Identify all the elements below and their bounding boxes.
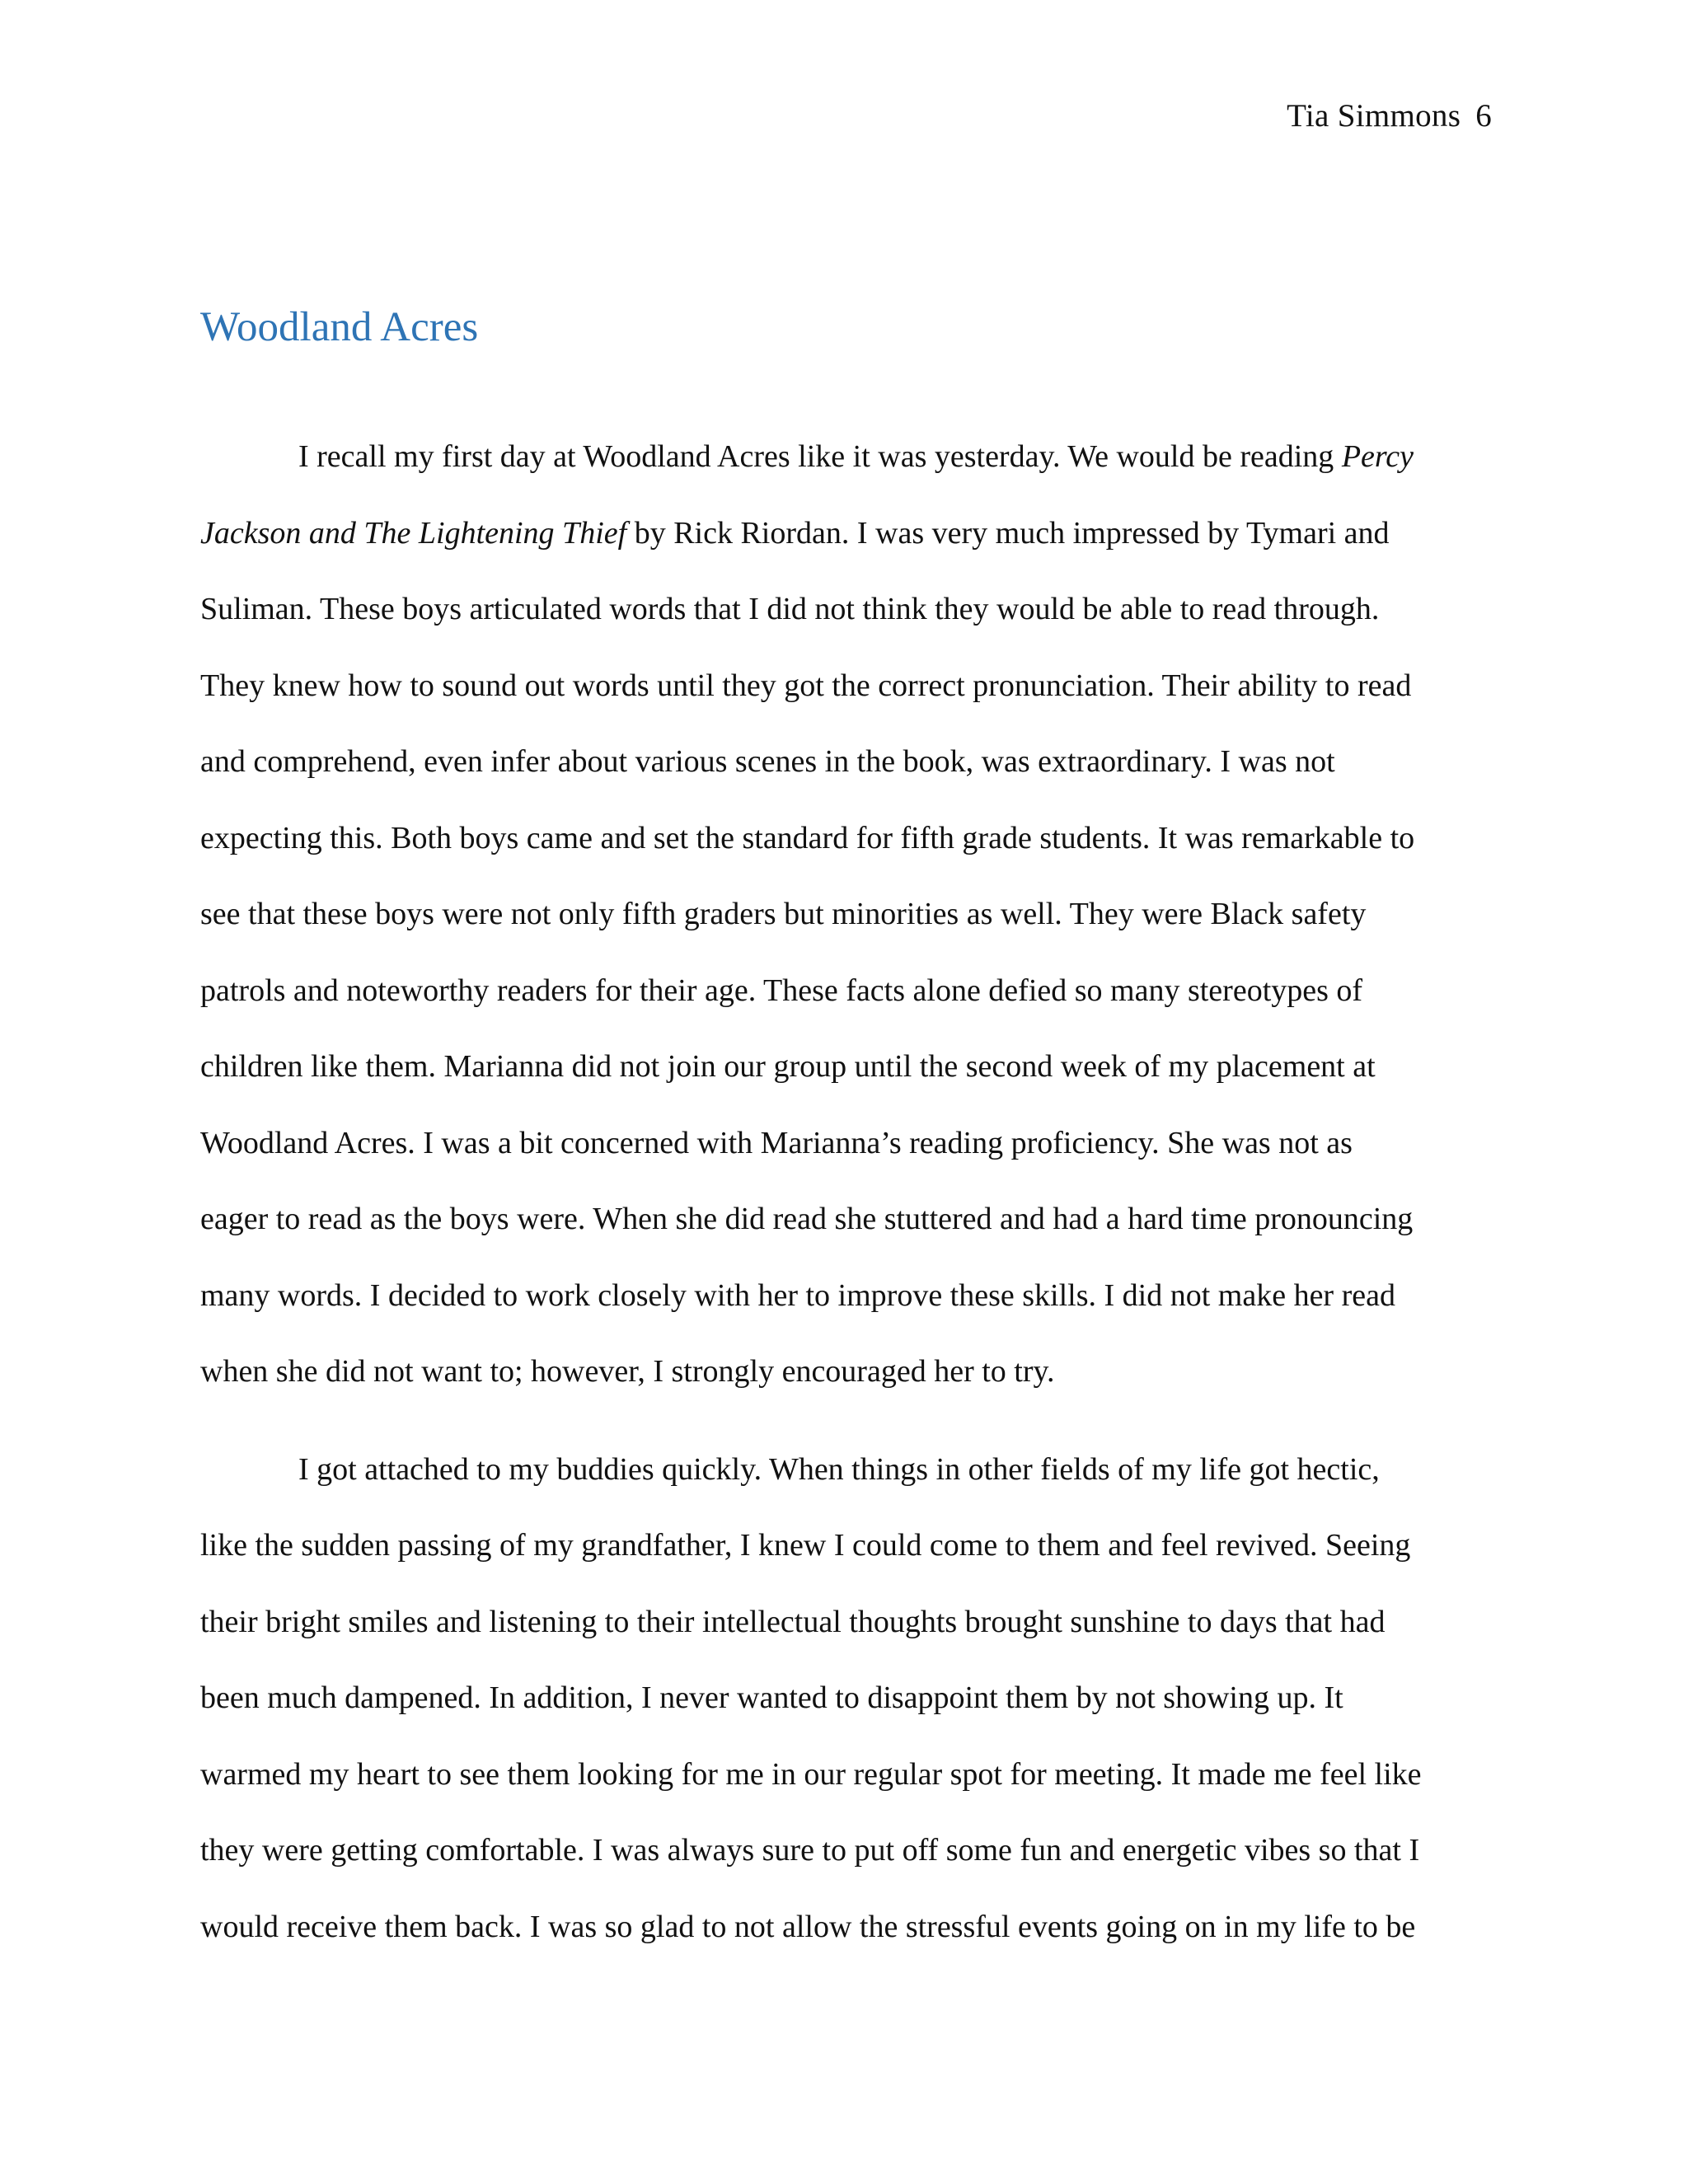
text-line: Jackson and The Lightening Thief by Rick Riordan. I was very much impressed by Tymari and [200,515,1390,551]
text-line: when she did not want to; however, I strongly encouraged her to try. [200,1354,1055,1389]
text-line: like the sudden passing of my grandfather, I knew I could come to them and feel revived. Seeing [200,1528,1411,1563]
text-line: many words. I decided to work closely with her to improve these skills. I did not make her read [200,1277,1395,1313]
text-line: warmed my heart to see them looking for me in our regular spot for meeting. It made me feel like [200,1756,1422,1792]
text-line: patrols and noteworthy readers for their age. These facts alone defied so many stereotypes of [200,972,1363,1008]
text-line: I recall my first day at Woodland Acres like it was yesterday. We would be reading Percy [298,439,1414,474]
text-line: Woodland Acres. I was a bit concerned with Marianna’s reading proficiency. She was not as [200,1125,1353,1160]
text-line: their bright smiles and listening to their intellectual thoughts brought sunshine to days that had [200,1604,1386,1639]
paragraph [200,419,1494,1410]
text-line: eager to read as the boys were. When she did read she stuttered and had a hard time pronouncing [200,1202,1414,1236]
text-line: would receive them back. I was so glad to not allow the stressful events going on in my life to be [200,1909,1416,1944]
text-line: and comprehend, even infer about various scenes in the book, was extraordinary. I was not [200,744,1335,779]
header-author: Tia Simmons [1287,98,1461,134]
body-text [200,419,1494,1965]
text-line: see that these boys were not only fifth graders but minorities as well. They were Black safety [200,897,1367,931]
book-title: Jackson and The Lightening Thief [200,515,627,551]
running-header [1287,97,1492,134]
text-line: Suliman. These boys articulated words that I did not think they would be able to read through. [200,592,1380,626]
section-heading: Woodland Acres [200,304,479,350]
text-line: I got attached to my buddies quickly. When things in other fields of my life got hectic, [298,1451,1380,1487]
page-number: 6 [1475,98,1492,134]
paragraph [200,1432,1494,1966]
text-line: expecting this. Both boys came and set the standard for fifth grade students. It was remarkable to [200,820,1415,855]
text-line: been much dampened. In addition, I never wanted to disappoint them by not showing up. It [200,1680,1343,1715]
text-line: children like them. Marianna did not join our group until the second week of my placement at [200,1049,1376,1084]
book-title: Percy [1341,439,1414,474]
text-line: they were getting comfortable. I was always sure to put off some fun and energetic vibes so that I [200,1833,1420,1868]
text-line: They knew how to sound out words until they got the correct pronunciation. Their ability to read [200,668,1412,703]
